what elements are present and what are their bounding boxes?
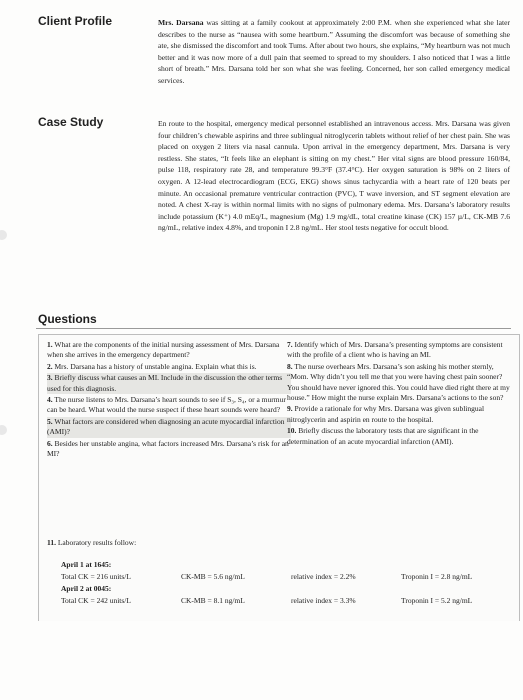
question-1: 1. What are the components of the initial nursing assessment of Mrs. Darsana when she arrives in the emergency department? (47, 340, 280, 360)
question-8: 8. The nurse overhears Mrs. Darsana’s son asking his mother sternly, “Mom. Why didn’t you tell me that you were having chest pain sooner? You should have never ignored this. You could have died right there at my house.” How might the nurse explain Mrs. Darsana’s actions to the son? (287, 361, 510, 403)
question-9: 9. Provide a rationale for why Mrs. Darsana was given sublingual nitroglycerin and aspirin en route to the hospital. (287, 404, 485, 424)
lab-row-2 (61, 596, 472, 606)
lab-troponin: Troponin I = 5.2 ng/mL (401, 596, 473, 605)
question-3: 3. Briefly discuss what causes an MI. Include in the discussion the other terms used for this diagnosis. (47, 373, 291, 394)
lab-ck-mb: CK-MB = 8.1 ng/mL (181, 596, 245, 605)
case-study-text: En route to the hospital, emergency medical personnel established an intravenous access. Mrs. Darsana was given four children’s chewable aspirins and three sublingual nitroglycerin tablets without relief of her chest pain. She was placed on oxygen 2 liters via nasal cannula. Upon arrival in the emergency department, Mrs. Darsana is very restless. She states, “It feels like an elephant is sitting on my chest.” Her vital signs are blood pressure 160/84, pulse 118, respiratory rate 28, and temperature 99.3°F (37.4°C). Her oxygen saturation is 98% on 2 liters of oxygen. A 12-lead electrocardiogram (ECG, EKG) shows sinus tachycardia with a heart rate of 120 beats per minute. An occasional premature ventricular contraction (PVC), T wave inversion, and ST segment elevation are noted. A chest X-ray is within normal limits with no signs of pulmonary edema. Mrs. Darsana’s laboratory results include potassium (K⁺) 4.0 mEq/L, magnesium (Mg) 1.9 mg/dL, total creatine kinase (CK) 157 µ/L, CK-MB 7.6 ng/mL, relative index 4.8%, and troponin I 2.8 ng/mL. Her stool tests negative for occult blood. (158, 119, 510, 233)
question-7: 7. Identify which of Mrs. Darsana’s presenting symptoms are consistent with the profile of a client who is having an MI. (287, 340, 503, 360)
binder-hole (0, 425, 7, 435)
lab-date-2: April 2 at 0045: (61, 584, 112, 593)
lab-troponin: Troponin I = 2.8 ng/mL (401, 572, 473, 581)
lab-total-ck: Total CK = 242 units/L (61, 596, 131, 605)
client-profile-text (158, 17, 510, 87)
question-10: 10. Briefly discuss the laboratory tests that are significant in the determination of an acute myocardial infarction (AMI). (287, 426, 479, 446)
client-name: Mrs. Darsana (158, 18, 204, 27)
question-5: 5. What factors are considered when diagnosing an acute myocardial infarction (AMI)? (47, 417, 291, 438)
lab-ck-mb: CK-MB = 5.6 ng/mL (181, 572, 245, 581)
lab-row-1 (61, 572, 472, 582)
questions-left-column (47, 340, 291, 460)
lab-relative-index: relative index = 3.3% (291, 596, 356, 605)
questions-right-column (287, 340, 513, 448)
lab-total-ck: Total CK = 216 units/L (61, 572, 131, 581)
lab-date-1: April 1 at 1645: (61, 560, 112, 569)
client-profile-heading: Client Profile (38, 14, 113, 28)
case-study-heading: Case Study (38, 115, 104, 129)
questions-heading: Questions (38, 312, 97, 326)
question-2: 2. Mrs. Darsana has a history of unstable angina. Explain what this is. (47, 361, 257, 371)
section-divider (36, 328, 511, 329)
client-profile-body: was sitting at a family cookout at approximately 2:00 P.M. when she experienced what she later describes to the nurse as “nausea with some heartburn.” Assuming the discomfort was because of something she ate, she dismissed the discomfort and took Tums. After about two hours, she explains, “My heartburn was not much better and it was now more of a dull pain that seemed to spread to my shoulders. I also noticed that I was a little short of breath.” Mrs. Darsana told her son what she was feeling. Concerned, her son called emergency medical services. (158, 18, 510, 85)
questions-box (38, 334, 520, 621)
binder-hole (0, 230, 7, 240)
lab-relative-index: relative index = 2.2% (291, 572, 356, 581)
question-6: 6. Besides her unstable angina, what factors increased Mrs. Darsana’s risk for an MI? (47, 438, 289, 459)
question-4: 4. The nurse listens to Mrs. Darsana’s heart sounds to see if S₃, S₄, or a murmur can be heard. What would the nurse suspect if these heart sounds were heard? (47, 395, 286, 415)
question-11: 11. Laboratory results follow: (47, 538, 137, 547)
